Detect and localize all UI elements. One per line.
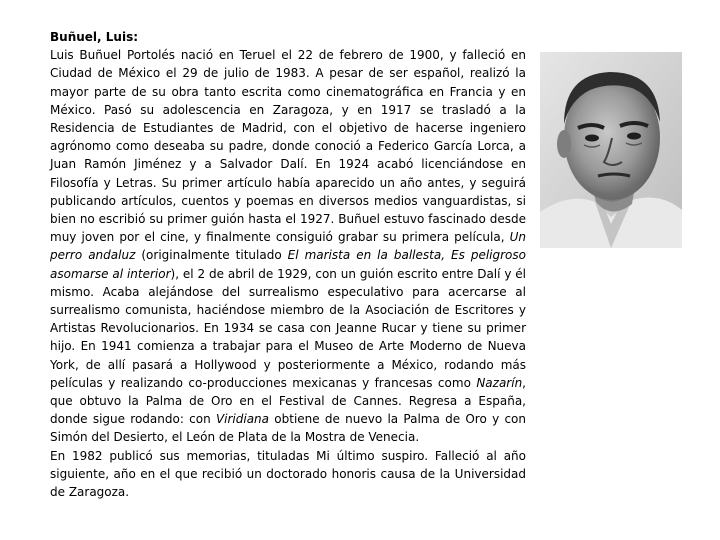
portrait-photo-icon <box>540 52 682 248</box>
text-segment: Luis Buñuel Portolés nació en Teruel el 22 de febrero de 1900, y falleció en Ciudad de México el 29 de julio de 1983. A pesar de ser español, realizó la mayor parte de su obra tanto escrita como cinematográfica en Francia y en México. Pasó su adolescencia en Zaragoza, y en 1917 se trasladó a la Residencia de Estudiantes de Madrid, con el objetivo de hacerse ingeniero agrónomo como deseaba su padre, donde conoció a Federico García Lorca, a Juan Ramón Jiménez y a Salvador Dalí. En 1924 acabó licenciándose en Filosofía y Letras. Su primer artículo había aparecido un año antes, y seguirá publicando artículos, cuentos y poemas en diversos medios vanguardistas, si bien no escribió su primer guión hasta el 1927. Buñuel estuvo fascinado desde muy joven por el cine, y finalmente consiguió grabar su primera película, <box>50 48 526 245</box>
text-segment: obtiene de nuevo la Palma de Oro y con Simón del Desierto, el León de Plata de la Mostra de Venecia. <box>50 412 526 445</box>
film-title-un-perro-andaluz: Un perro andaluz <box>50 230 526 263</box>
film-title-viridiana: Viridiana <box>215 412 270 427</box>
text-segment: (originalmente titulado <box>135 248 288 263</box>
page-title: Buñuel, Luis: <box>50 30 139 44</box>
film-title-nazarin: Nazarín <box>476 375 523 390</box>
text-segment: , que obtuvo la Palma de Oro en el Festival de Cannes. Regresa a España, donde sigue rodando: con <box>50 375 526 427</box>
film-title-original: El marista en la ballesta, Es peligroso asomarse al interior <box>50 248 526 281</box>
text-segment: En 1982 publicó sus memorias, tituladas Mi último suspiro. Falleció al año siguiente, año en el que recibió un doctorado honoris causa de la Universidad de Zaragoza. <box>50 448 526 500</box>
paragraph-2 <box>50 447 526 502</box>
portrait-photo <box>540 52 682 248</box>
paragraph-1 <box>50 46 526 446</box>
text-segment: ), el 2 de abril de 1929, con un guión escrito entre Dalí y él mismo. Acaba alejándose del surrealismo especulativo para acercarse al surrealismo comunista, haciéndose miembro de la Asociación de Escritores y Artistas Revolucionarios. En 1934 se casa con Jeanne Rucar y tiene su primer hijo. En 1941 comienza a trabajar para el Museo de Arte Moderno de Nueva York, de allí pasará a Hollywood y posteriormente a México, rodando más películas y realizando co-producciones mexicanas y francesas como <box>50 266 526 390</box>
document-text <box>50 28 526 501</box>
